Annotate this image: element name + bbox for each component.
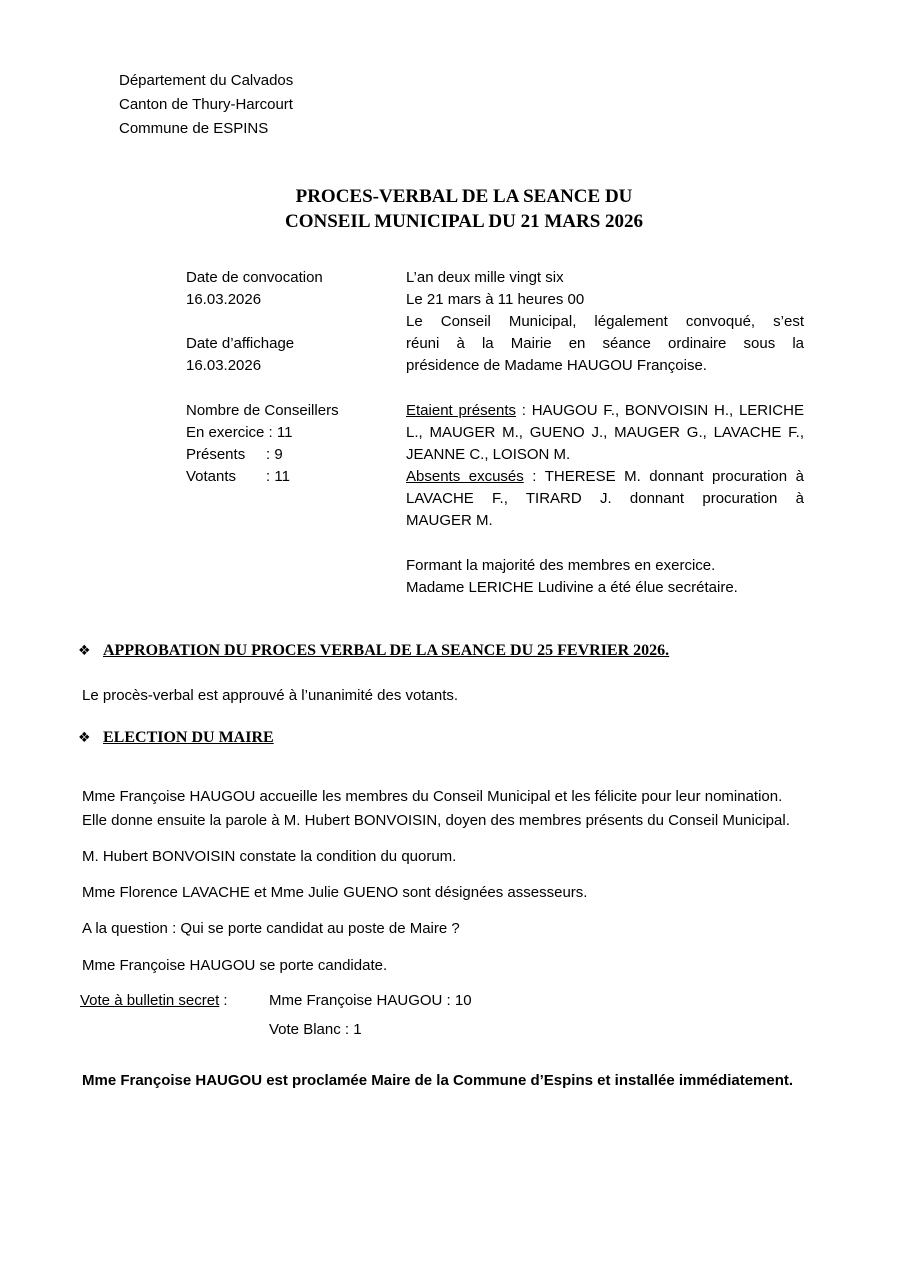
presents-line-3: JEANNE C., LOISON M. bbox=[406, 446, 571, 463]
paragraph-3: Mme Florence LAVACHE et Mme Julie GUENO sont désignées assesseurs. bbox=[82, 884, 588, 901]
title-line-2: CONSEIL MUNICIPAL DU 21 MARS 2026 bbox=[284, 211, 644, 232]
session-date: Le 21 mars à 11 heures 00 bbox=[406, 291, 585, 308]
session-text-1: Le Conseil Municipal, légalement convoqué, s’est bbox=[406, 313, 804, 330]
diamond-bullet-icon: ❖ bbox=[78, 643, 91, 659]
conclusion: Mme Françoise HAUGOU est proclamée Maire de la Commune d’Espins et installée immédiatement. bbox=[82, 1072, 794, 1089]
presents-line-2: L., MAUGER M., GUENO J., MAUGER G., LAVACHE F., bbox=[406, 424, 804, 441]
paragraph-4: A la question : Qui se porte candidat au poste de Maire ? bbox=[82, 920, 460, 937]
paragraph-2: M. Hubert BONVOISIN constate la condition du quorum. bbox=[82, 848, 457, 865]
presents-count-value: : 9 bbox=[266, 446, 283, 463]
absents-label: Absents excusés bbox=[406, 468, 524, 485]
canton: Canton de Thury-Harcourt bbox=[119, 96, 293, 113]
absents-names-1: : THERESE M. donnant procuration à bbox=[523, 468, 804, 485]
majorite: Formant la majorité des membres en exercice. bbox=[406, 557, 716, 574]
paragraph-5: Mme Françoise HAUGOU se porte candidate. bbox=[82, 957, 388, 974]
vote-result-2: Vote Blanc : 1 bbox=[269, 1021, 362, 1038]
section-heading-approbation: APPROBATION DU PROCES VERBAL DE LA SEANCE DU 25 FEVRIER 2026. bbox=[103, 642, 670, 659]
title-line-1: PROCES-VERBAL DE LA SEANCE DU bbox=[295, 186, 633, 207]
session-year: L’an deux mille vingt six bbox=[406, 269, 564, 286]
vote-result-1: Mme Françoise HAUGOU : 10 bbox=[269, 992, 472, 1009]
paragraph-1-line-1: Mme Françoise HAUGOU accueille les membres du Conseil Municipal et les félicite pour leur nomination. bbox=[82, 788, 783, 805]
votants-count-value: : 11 bbox=[266, 468, 290, 485]
convocation-date: 16.03.2026 bbox=[186, 291, 262, 308]
department: Département du Calvados bbox=[119, 72, 294, 89]
affichage-date: 16.03.2026 bbox=[186, 357, 262, 374]
paragraph-1-line-2: Elle donne ensuite la parole à M. Hubert BONVOISIN, doyen des membres présents du Conseil Municipal. bbox=[82, 812, 790, 829]
commune: Commune de ESPINS bbox=[119, 120, 269, 137]
section-heading-election: ELECTION DU MAIRE bbox=[103, 729, 274, 746]
presents-count-label: Présents bbox=[186, 446, 246, 463]
vote-colon: : bbox=[219, 992, 228, 1009]
vote-label: Vote à bulletin secret bbox=[80, 992, 220, 1009]
absents-line-3: MAUGER M. bbox=[406, 512, 493, 529]
secretaire: Madame LERICHE Ludivine a été élue secrétaire. bbox=[406, 579, 738, 596]
approbation-text: Le procès-verbal est approuvé à l’unanimité des votants. bbox=[82, 687, 459, 704]
conseillers-label: Nombre de Conseillers bbox=[186, 402, 339, 419]
en-exercice: En exercice : 11 bbox=[186, 424, 293, 441]
absents-line-1 bbox=[406, 466, 804, 488]
session-text-2: réuni à la Mairie en séance ordinaire sous la bbox=[406, 335, 804, 352]
votants-count-label: Votants bbox=[186, 468, 237, 485]
vote-label-line bbox=[80, 990, 228, 1012]
presents-label: Etaient présents bbox=[406, 402, 516, 419]
presents-line-1 bbox=[406, 400, 804, 422]
diamond-bullet-icon: ❖ bbox=[78, 730, 91, 746]
affichage-label: Date d’affichage bbox=[186, 335, 295, 352]
convocation-label: Date de convocation bbox=[186, 269, 323, 286]
absents-line-2: LAVACHE F., TIRARD J. donnant procuration à bbox=[406, 490, 804, 507]
presents-names-1: : HAUGOU F., BONVOISIN H., LERICHE bbox=[516, 402, 804, 419]
session-text-3: présidence de Madame HAUGOU Françoise. bbox=[406, 357, 707, 374]
